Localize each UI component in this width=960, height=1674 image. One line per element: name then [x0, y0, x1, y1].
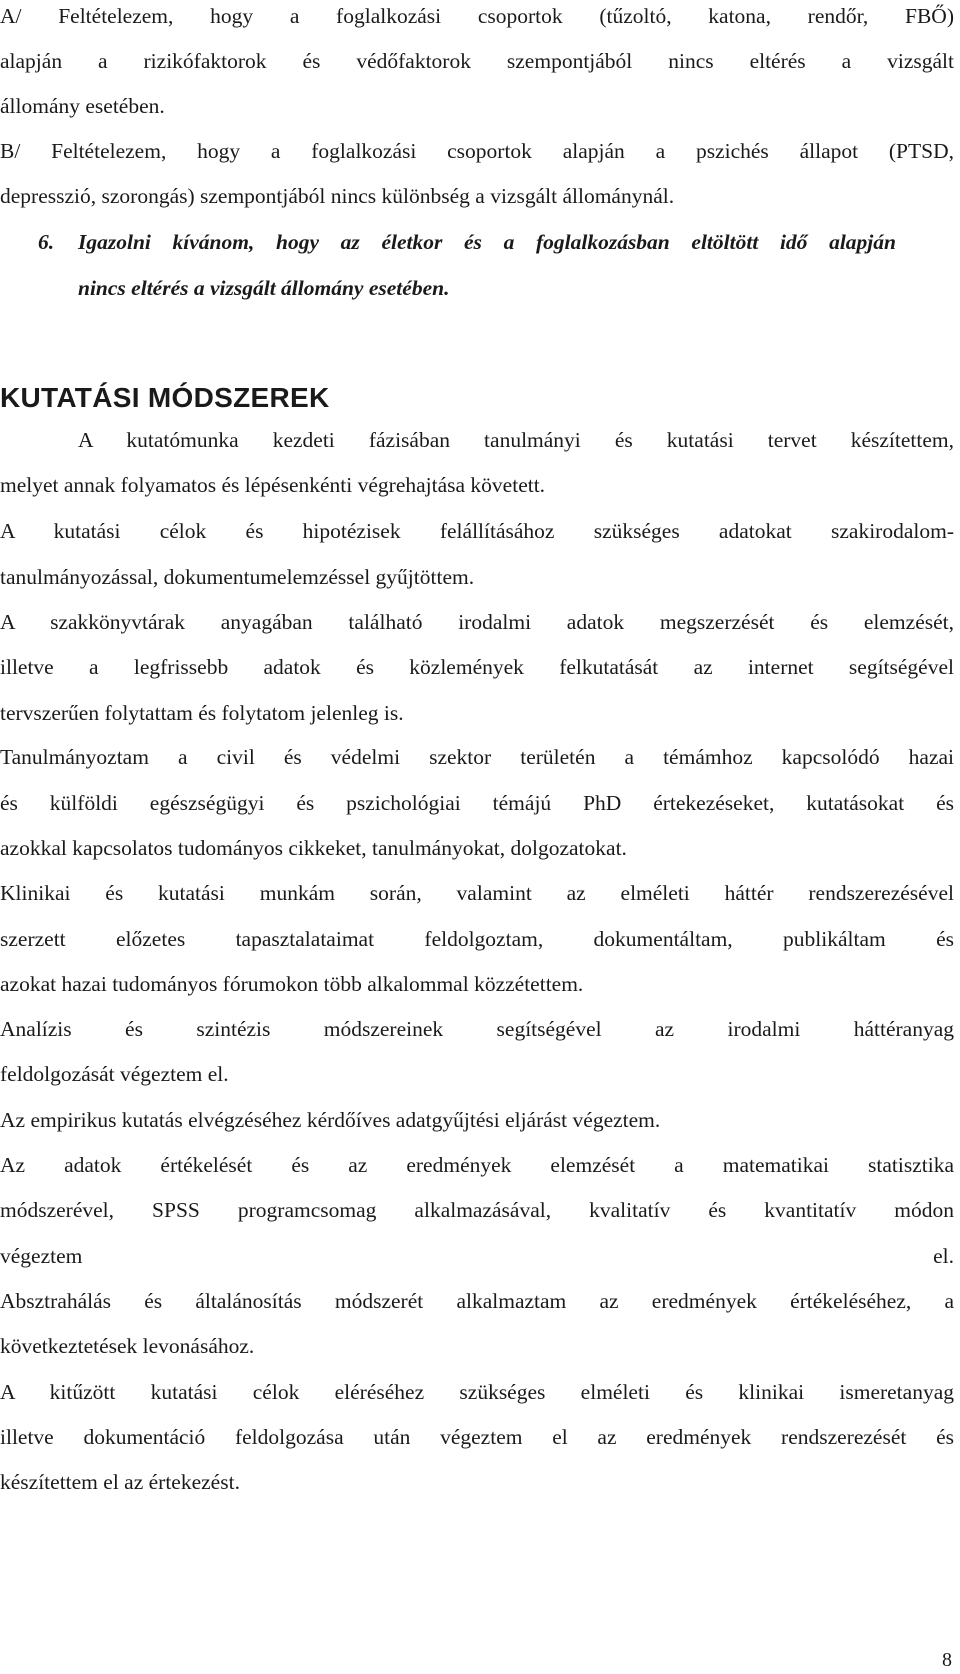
- paragraph-5-line-2: szerzett előzetes tapasztalataimat feldolgoztam, dokumentáltam, publikáltam és: [0, 927, 954, 951]
- paragraph-4-line-3: azokkal kapcsolatos tudományos cikkeket, tanulmányokat, dolgozatokat.: [0, 836, 627, 860]
- paragraph-3-line-1: A szakkönyvtárak anyagában található irodalmi adatok megszerzését és elemzését,: [0, 610, 954, 634]
- paragraph-4-line-2: és külföldi egészségügyi és pszichológiai témájú PhD értekezéseket, kutatásokat és: [0, 791, 954, 815]
- paragraph-1-line-2: melyet annak folyamatos és lépésenkénti végrehajtása követett.: [0, 473, 546, 497]
- hypothesis-6-line-2: nincs eltérés a vizsgált állomány esetében.: [78, 276, 450, 300]
- hypothesis-6-line-1: Igazolni kívánom, hogy az életkor és a foglalkozásban eltöltött idő alapján: [78, 230, 896, 254]
- hypothesis-6-number: 6.: [38, 230, 55, 254]
- paragraph-3-line-2: illetve a legfrissebb adatok és közlemények felkutatását az internet segítségével: [0, 655, 954, 679]
- paragraph-2-line-2: tanulmányozással, dokumentumelemzéssel gyűjtöttem.: [0, 565, 475, 589]
- paragraph-10-line-3: készítettem el az értekezést.: [0, 1470, 240, 1494]
- page-number: 8: [942, 1649, 952, 1671]
- hypothesis-b-line-2: depresszió, szorongás) szempontjából nincs különbség a vizsgált állománynál.: [0, 184, 675, 208]
- paragraph-3-line-3: tervszerűen folytattam és folytatom jelenleg is.: [0, 701, 404, 725]
- paragraph-7-line-1: Az empirikus kutatás elvégzéséhez kérdőíves adatgyűjtési eljárást végeztem.: [0, 1108, 661, 1132]
- paragraph-6-line-2: feldolgozását végeztem el.: [0, 1062, 229, 1086]
- paragraph-5-line-1: Klinikai és kutatási munkám során, valamint az elméleti háttér rendszerezésével: [0, 881, 954, 905]
- section-heading: KUTATÁSI MÓDSZEREK: [0, 382, 330, 413]
- hypothesis-a-line-2: alapján a rizikófaktorok és védőfaktorok szempontjából nincs eltérés a vizsgált: [0, 49, 954, 73]
- paragraph-10-line-2: illetve dokumentáció feldolgozása után végeztem el az eredmények rendszerezését és: [0, 1425, 954, 1449]
- hypothesis-b-line-1: B/ Feltételezem, hogy a foglalkozási csoportok alapján a pszichés állapot (PTSD,: [0, 139, 954, 163]
- paragraph-8-line-1: Az adatok értékelését és az eredmények elemzését a matematikai statisztika: [0, 1153, 954, 1177]
- paragraph-8-line-2: módszerével, SPSS programcsomag alkalmazásával, kvalitatív és kvantitatív módon: [0, 1198, 954, 1222]
- paragraph-4-line-1: Tanulmányoztam a civil és védelmi szektor területén a témámhoz kapcsolódó hazai: [0, 745, 954, 769]
- paragraph-5-line-3: azokat hazai tudományos fórumokon több alkalommal közzétettem.: [0, 972, 584, 996]
- paragraph-6-line-1: Analízis és szintézis módszereinek segítségével az irodalmi háttéranyag: [0, 1017, 954, 1041]
- hypothesis-a-line-3: állomány esetében.: [0, 94, 165, 118]
- paragraph-9-line-2: következtetések levonásához.: [0, 1334, 255, 1358]
- hypothesis-a-line-1: A/ Feltételezem, hogy a foglalkozási csoportok (tűzoltó, katona, rendőr, FBŐ): [0, 4, 954, 28]
- paragraph-1-line-1: A kutatómunka kezdeti fázisában tanulmányi és kutatási tervet készítettem,: [78, 428, 954, 452]
- paragraph-9-line-1: Absztrahálás és általánosítás módszerét alkalmaztam az eredmények értékeléséhez, a: [0, 1289, 954, 1313]
- paragraph-8-line-3: végeztem el.: [0, 1244, 954, 1268]
- paragraph-10-line-1: A kitűzött kutatási célok eléréséhez szükséges elméleti és klinikai ismeretanyag: [0, 1380, 954, 1404]
- paragraph-2-line-1: A kutatási célok és hipotézisek felállításához szükséges adatokat szakirodalom-: [0, 519, 954, 543]
